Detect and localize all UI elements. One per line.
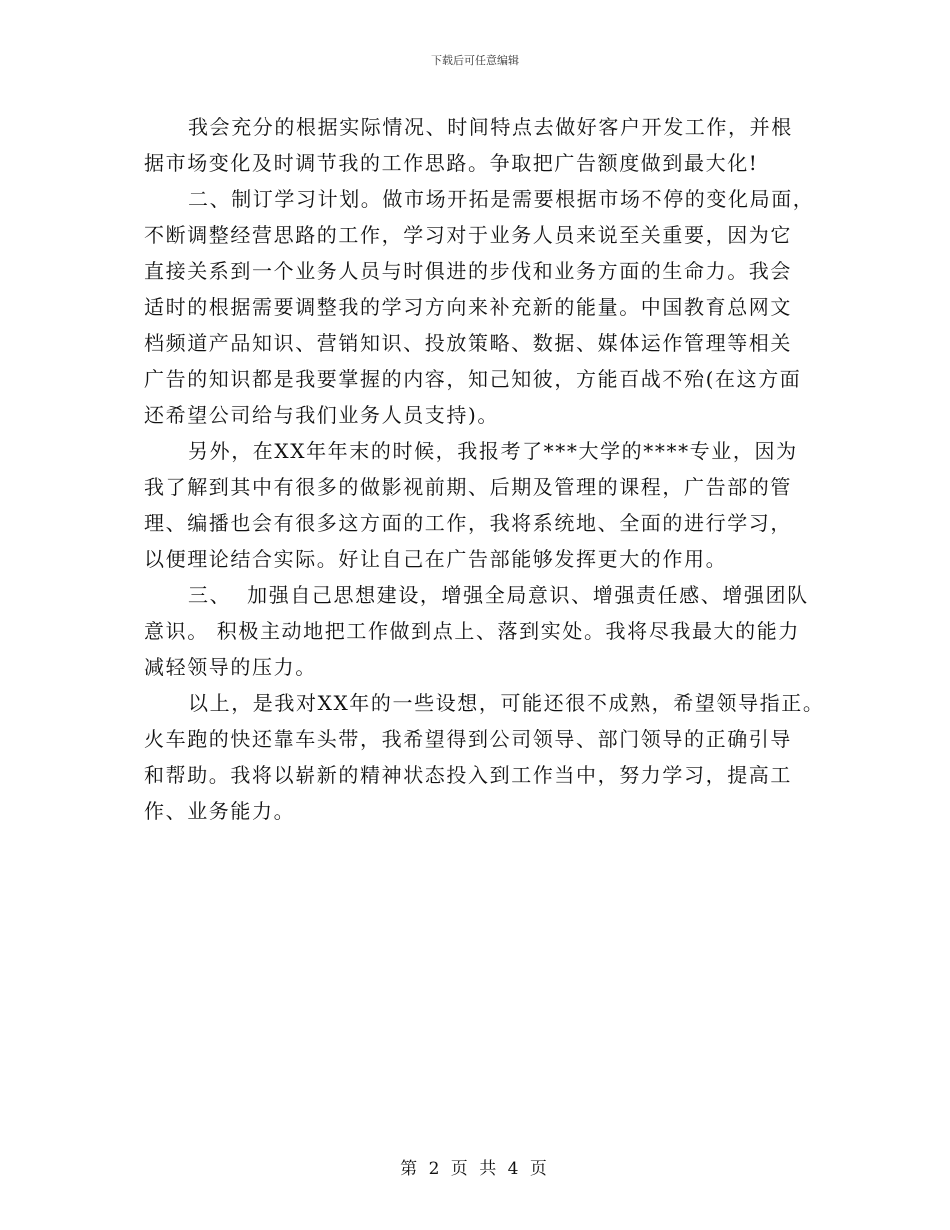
- paragraph: [144, 112, 824, 184]
- text-line: 作、业务能力。: [144, 799, 296, 823]
- text-line: 广告的知识都是我要掌握的内容，知己知彼，方能百战不殆(在这方面: [144, 367, 802, 391]
- paragraph: [144, 580, 824, 688]
- page-number: 第 2 页 共 4 页: [400, 1159, 550, 1179]
- text-line: 三、 加强自己思想建设，增强全局意识、增强责任感、增强团队: [188, 583, 809, 607]
- text-line: 不断调整经营思路的工作，学习对于业务人员来说至关重要，因为它: [144, 223, 792, 247]
- text-line: 直接关系到一个业务人员与时俱进的步伐和业务方面的生命力。我会: [144, 259, 792, 283]
- paragraph: [144, 184, 824, 436]
- text-line: 以便理论结合实际。好让自己在广告部能够发挥更大的作用。: [144, 547, 728, 571]
- text-line: 二、制订学习计划。做市场开拓是需要根据市场不停的变化局面，: [188, 187, 815, 211]
- document-body: [144, 112, 824, 832]
- text-line: 以上，是我对XX年的一些设想，可能还很不成熟，希望领导指正。: [188, 691, 825, 715]
- text-line: 减轻领导的压力。: [144, 655, 317, 679]
- text-line: 火车跑的快还靠车头带，我希望得到公司领导、部门领导的正确引导: [144, 727, 792, 751]
- text-line: 我了解到其中有很多的做影视前期、后期及管理的课程，广告部的管: [144, 475, 792, 499]
- text-line: 适时的根据需要调整我的学习方向来补充新的能量。中国教育总网文: [144, 295, 792, 319]
- text-line: 我会充分的根据实际情况、时间特点去做好客户开发工作，并根: [188, 115, 793, 139]
- text-line: 和帮助。我将以崭新的精神状态投入到工作当中，努力学习，提高工: [144, 763, 792, 787]
- paragraph: [144, 688, 824, 832]
- page-header: 下载后可任意编辑: [431, 54, 519, 67]
- text-line: 档频道产品知识、营销知识、投放策略、数据、媒体运作管理等相关: [144, 331, 792, 355]
- text-line: 理、编播也会有很多这方面的工作，我将系统地、全面的进行学习，: [144, 511, 792, 535]
- text-line: 还希望公司给与我们业务人员支持)。: [144, 403, 500, 427]
- text-line: 意识。 积极主动地把工作做到点上、落到实处。我将尽我最大的能力: [144, 619, 800, 643]
- text-line: 据市场变化及时调节我的工作思路。争取把广告额度做到最大化!: [144, 151, 759, 175]
- paragraph: [144, 436, 824, 580]
- text-line: 另外，在XX年年末的时候，我报考了***大学的****专业，因为: [188, 439, 798, 463]
